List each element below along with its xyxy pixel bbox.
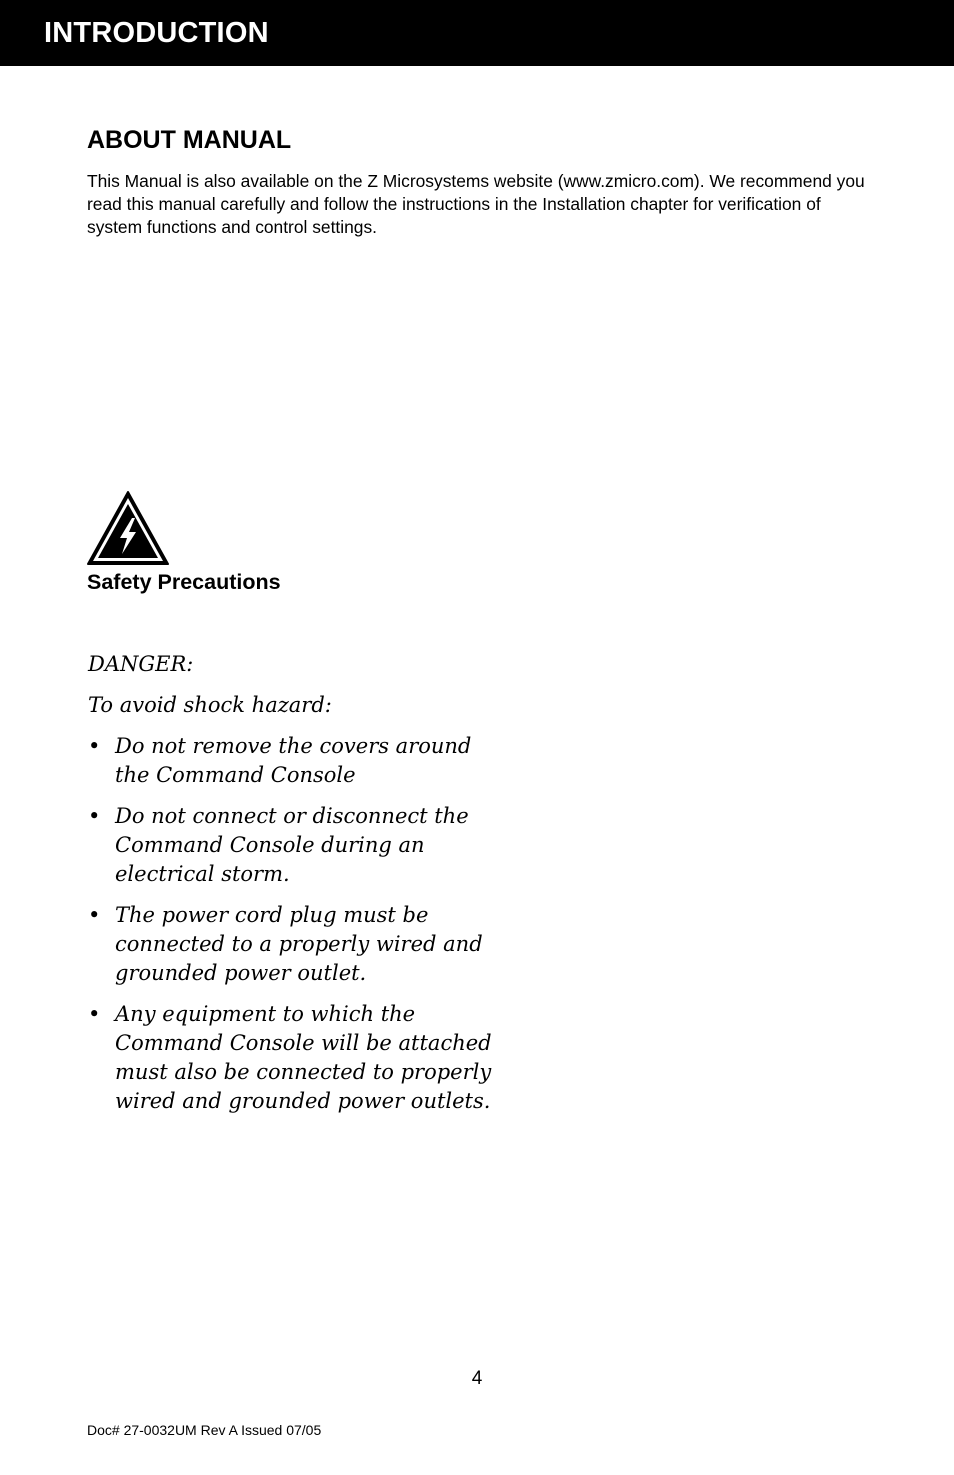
about-manual-heading: ABOUT MANUAL	[87, 126, 292, 154]
list-item	[88, 1000, 508, 1116]
safety-precautions-heading: Safety Precautions	[87, 570, 281, 594]
document-id: Doc# 27-0032UM Rev A Issued 07/05	[87, 1422, 322, 1438]
chapter-title: INTRODUCTION	[44, 17, 269, 49]
list-item	[88, 901, 508, 988]
page-number: 4	[471, 1368, 483, 1389]
danger-intro: To avoid shock hazard:	[88, 693, 332, 717]
danger-label: DANGER:	[88, 652, 194, 676]
bullet-icon: •	[88, 1002, 101, 1026]
bullet-icon: •	[88, 903, 101, 927]
list-item-text: Do not connect or disconnect the Command Console during an electrical storm.	[115, 804, 469, 886]
list-item-text: Do not remove the covers around the Command Console	[115, 734, 472, 787]
chapter-header-bar	[0, 0, 954, 66]
bullet-icon: •	[88, 804, 101, 828]
about-manual-paragraph: This Manual is also available on the Z Microsystems website (www.zmicro.com). We recommend you read this manual carefully and follow the instructions in the Installation chapter for verification of system functions and control settings.	[87, 171, 865, 237]
danger-notice	[88, 650, 508, 1128]
list-item-text: Any equipment to which the Command Console will be attached must also be connected to properly wired and grounded power outlets.	[115, 1002, 492, 1113]
list-item-text: The power cord plug must be connected to a properly wired and grounded power outlet.	[115, 903, 483, 985]
list-item	[88, 802, 508, 889]
list-item	[88, 732, 508, 790]
danger-list	[88, 732, 508, 1116]
high-voltage-warning-icon	[86, 490, 170, 566]
bullet-icon: •	[88, 734, 101, 758]
